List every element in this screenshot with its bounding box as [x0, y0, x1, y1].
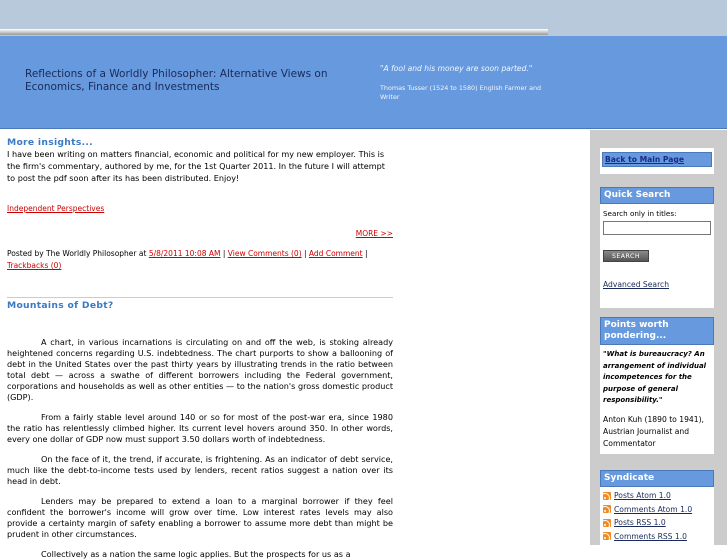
article-paragraph: Collectively as a nation the same logic applies. But the prospects for us as a: [41, 549, 351, 559]
points-author: Anton Kuh (1890 to 1941), Austrian Journalist and Commentator: [603, 414, 704, 448]
post-title[interactable]: More insights...: [7, 137, 93, 148]
header-quote: "A fool and his money are soon parted.": [380, 64, 533, 73]
syndicate-box: [600, 470, 714, 545]
feed-label[interactable]: Posts RSS 1.0: [614, 518, 666, 527]
post-date-link[interactable]: 5/8/2011 10:08 AM: [148, 249, 221, 258]
quick-search-box: [600, 187, 714, 308]
posted-by-text: Posted by The Worldly Philosopher at: [7, 249, 149, 258]
article-paragraph: On the face of it, the trend, if accurate, is frightening. As an indicator of debt service, much like the debt-to-income tests used by lenders, recent ratios suggest a nation over its head in debt.: [7, 454, 393, 486]
rss-icon: [603, 492, 611, 500]
feed-posts-atom[interactable]: [603, 489, 711, 503]
search-label: Search only in titles:: [603, 209, 677, 218]
points-box: [600, 317, 714, 454]
trackbacks-link[interactable]: Trackbacks (0): [7, 261, 62, 270]
points-quote: "What is bureaucracy? An arrangement of individual incompetences for the purpose of general responsibility.": [603, 350, 707, 404]
more-link[interactable]: MORE >>: [355, 229, 393, 238]
points-heading: Points worth pondering...: [600, 317, 714, 345]
feed-comments-atom[interactable]: [603, 503, 711, 517]
feed-label[interactable]: Comments RSS 1.0: [614, 531, 687, 541]
rss-icon: [603, 519, 611, 527]
advanced-search-link[interactable]: Advanced Search: [603, 280, 670, 289]
feed-label[interactable]: Posts Atom 1.0: [614, 491, 671, 500]
post-divider: [7, 297, 393, 298]
view-comments-link[interactable]: View Comments (0): [227, 249, 302, 258]
feed-label[interactable]: Comments Atom 1.0: [614, 504, 693, 514]
independent-perspectives-link[interactable]: Independent Perspectives: [7, 204, 105, 213]
site-banner: [0, 36, 727, 129]
add-comment-link[interactable]: Add Comment: [308, 249, 363, 258]
post-body: I have been writing on matters financial, economic and political for my new employer. This is the firm's commentary, authored by me, for the 1st Quarter 2011. In the future I will attempt to post the pdf soon after its has been distributed. Enjoy!: [7, 149, 385, 183]
post-more-insights: [7, 137, 393, 272]
post-mountains-of-debt: [7, 300, 393, 560]
rss-icon: [603, 532, 611, 540]
rss-icon: [603, 505, 611, 513]
quick-search-heading: Quick Search: [600, 187, 714, 204]
back-to-main-link[interactable]: Back to Main Page: [602, 152, 712, 167]
top-divider: [0, 29, 548, 35]
post-meta: Posted by The Worldly Philosopher at 5/8/2011 10:08 AM | View Comments (0) | Add Comment | Trackbacks (0): [7, 249, 368, 270]
sidebar: [590, 130, 727, 545]
post-title[interactable]: Mountains of Debt?: [7, 300, 114, 311]
article-paragraph: From a fairly stable level around 140 or so for most of the post-war era, since 1980 the ratio has relentlessly climbed higher. Its current level hovers around 350. In other words, every one dollar of GDP now must support 3.50 dollars worth of indebtedness.: [7, 412, 393, 444]
main-content: [7, 137, 393, 560]
header-quote-author: Thomas Tusser (1524 to 1580) English Farmer and Writer: [380, 84, 542, 101]
search-button[interactable]: SEARCH: [603, 250, 649, 262]
feed-comments-rss[interactable]: [603, 530, 711, 544]
article-paragraph: A chart, in various incarnations is circulating on and off the web, is stoking already heightened concerns regarding U.S. indebtedness. The chart purports to show a ballooning of debt in the United States over the past thirty years by illustrating trends in the ratio between total debt — across a swathe of different borrowers including the Federal government, corporations and households as well as other entities — to the nation's gross domestic product (GDP).: [7, 337, 393, 402]
article-paragraph: Lenders may be prepared to extend a loan to a marginal borrower if they feel confident the borrower's income will grow over time. Low interest rates levels may also provide a certainty margin of safety enabling a borrower to assume more debt than might be prudent in other circumstances.: [7, 496, 393, 539]
feed-posts-rss[interactable]: [603, 516, 711, 530]
site-title[interactable]: Reflections of a Worldly Philosopher: Alternative Views on Economics, Finance and Investments: [25, 68, 328, 93]
search-input[interactable]: [603, 221, 711, 235]
back-box: [600, 148, 714, 174]
syndicate-heading: Syndicate: [600, 470, 714, 487]
